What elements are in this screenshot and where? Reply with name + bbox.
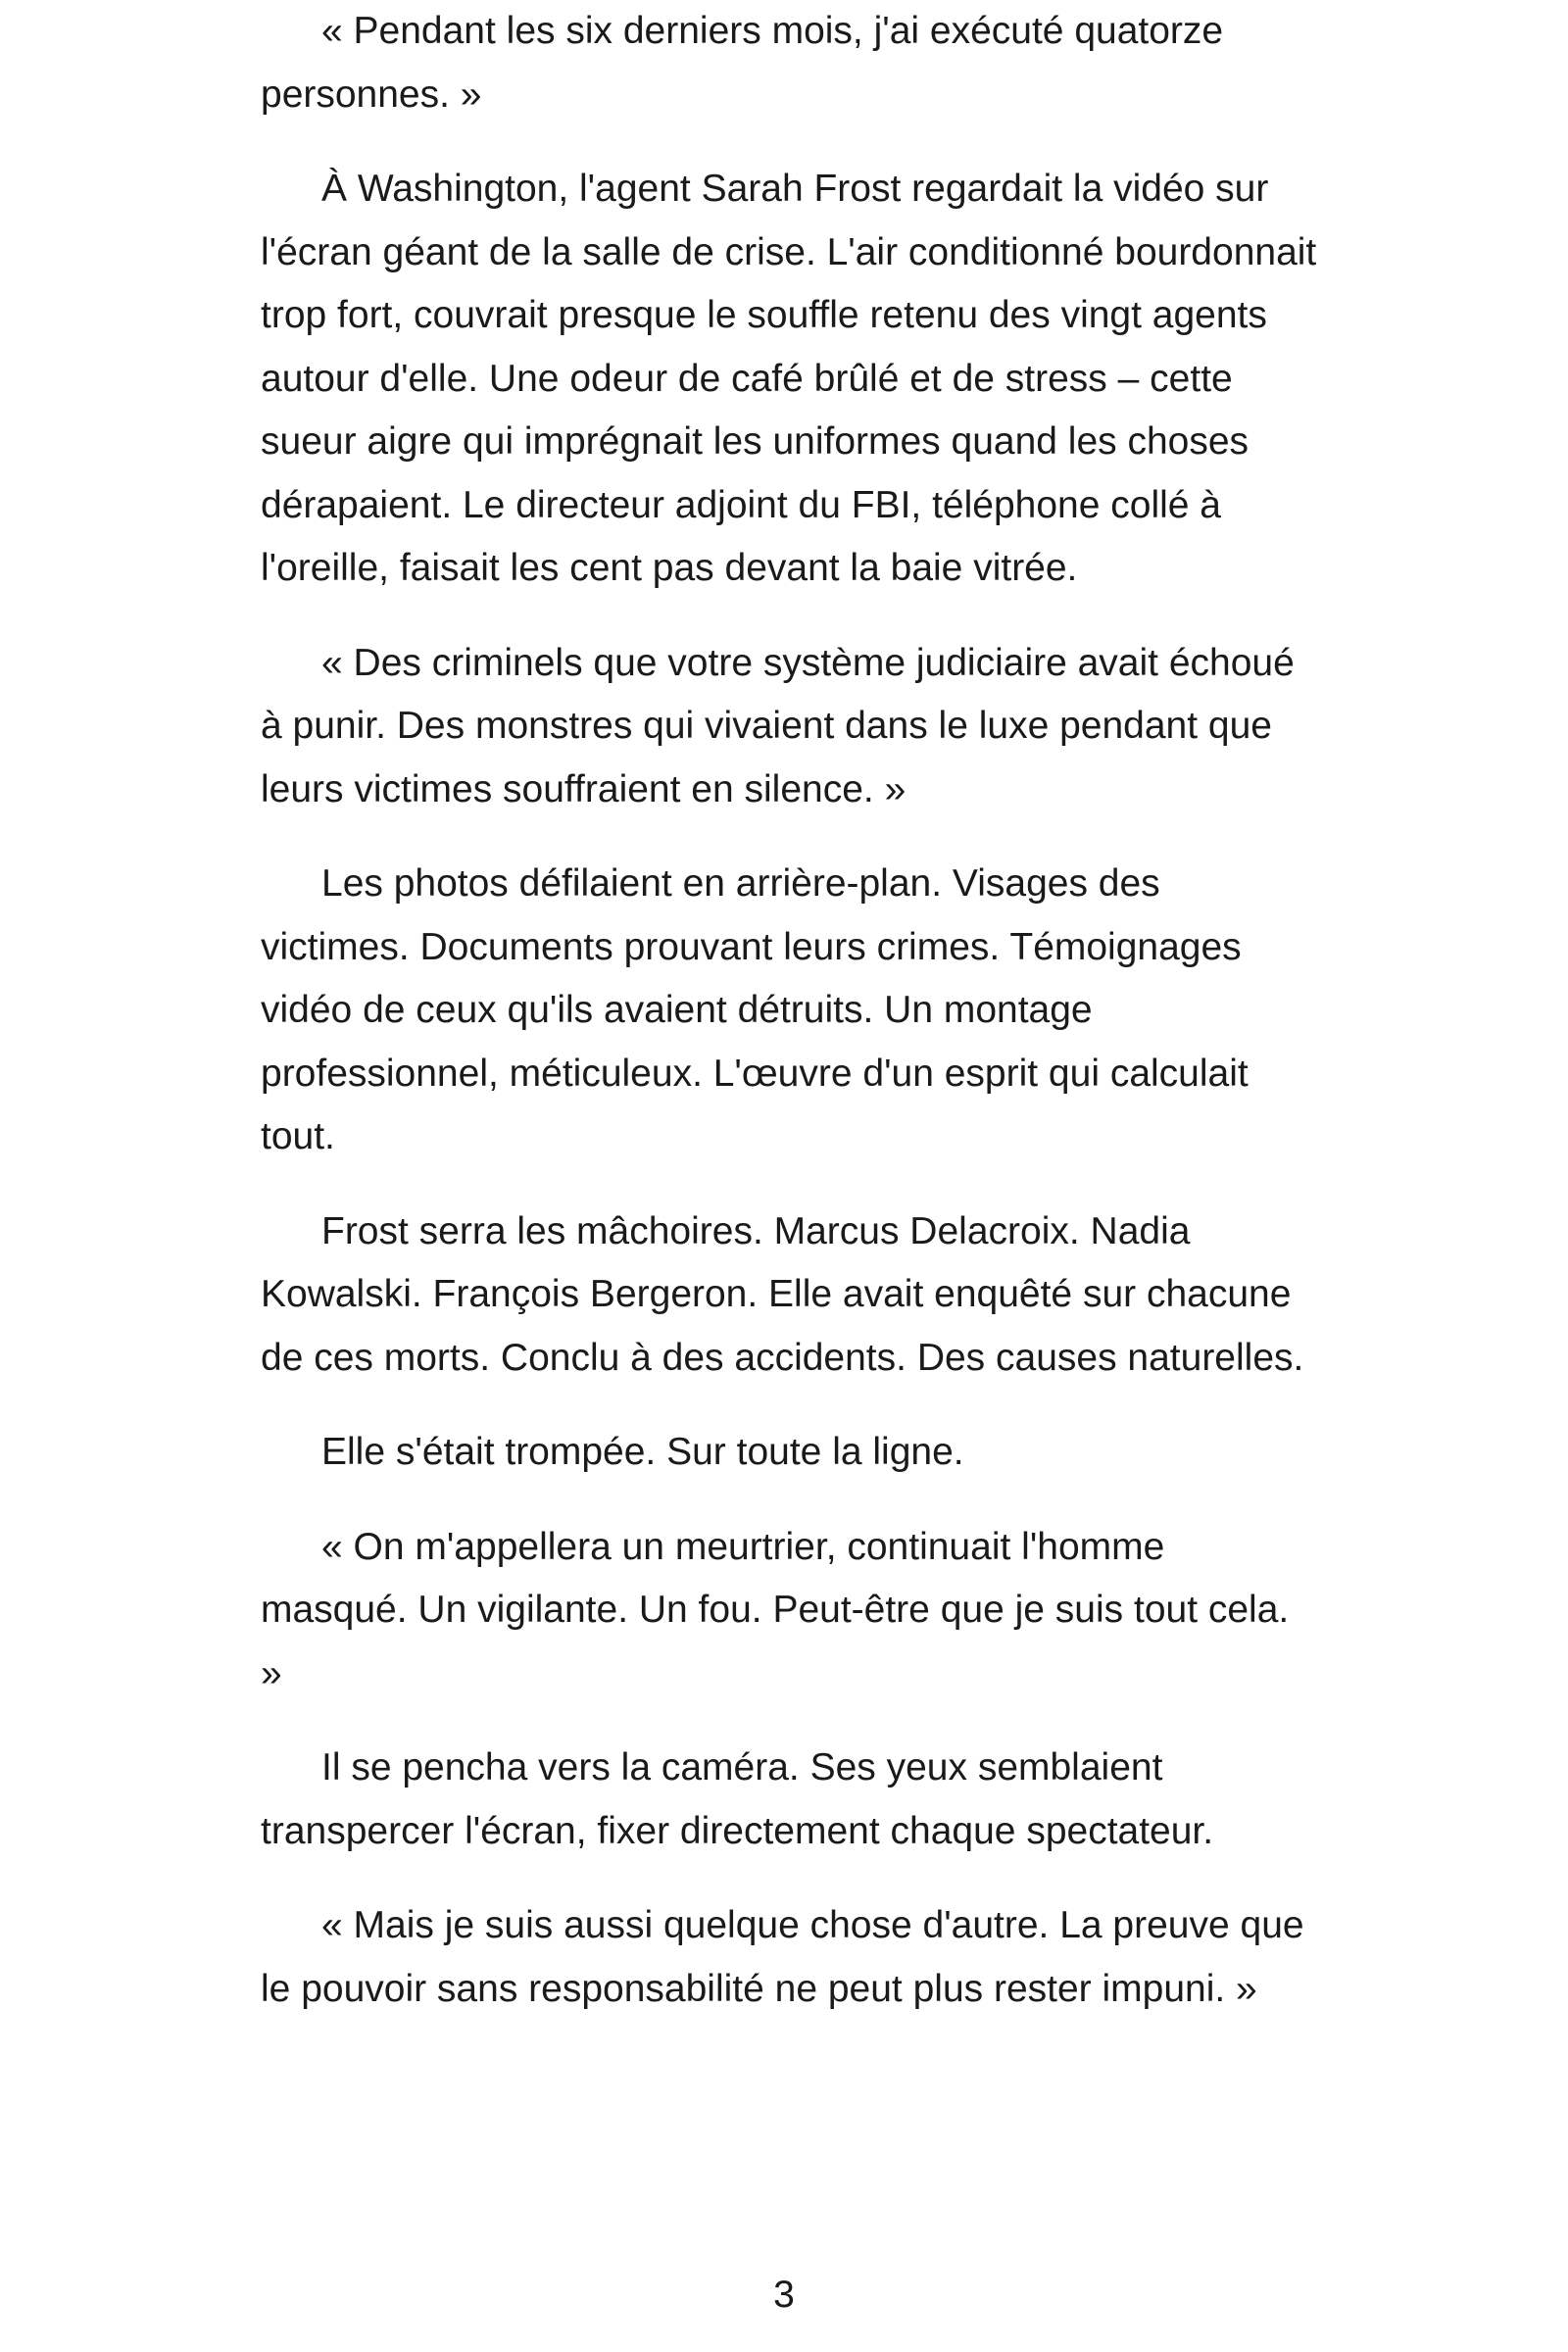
paragraph: « On m'appellera un meurtrier, continuait l'homme masqué. Un vigilante. Un fou. Peut-être que je suis tout cela. » xyxy=(261,1525,1290,1694)
body-text xyxy=(261,0,1319,2052)
page-number: 3 xyxy=(773,2274,795,2316)
paragraph: À Washington, l'agent Sarah Frost regardait la vidéo sur l'écran géant de la salle de crise. L'air conditionné bourdonnait trop fort, couvrait presque le souffle retenu des vingt agents autour d'elle. Une odeur de café brûlé et de stress – cette sueur aigre qui imprégnait les uniformes quand les choses dérapaient. Le directeur adjoint du FBI, téléphone collé à l'oreille, faisait les cent pas devant la baie vitrée. xyxy=(261,168,1317,589)
paragraph: Il se pencha vers la caméra. Ses yeux semblaient transpercer l'écran, fixer directement chaque spectateur. xyxy=(261,1746,1214,1852)
paragraph: Elle s'était trompée. Sur toute la ligne. xyxy=(321,1431,964,1473)
paragraph: Les photos défilaient en arrière-plan. Visages des victimes. Documents prouvant leurs crimes. Témoignages vidéo de ceux qu'ils avaient détruits. Un montage professionnel, méticuleux. L'œuvre d'un esprit qui calculait tout. xyxy=(261,862,1249,1157)
paragraph: « Pendant les six derniers mois, j'ai exécuté quatorze personnes. » xyxy=(261,10,1224,116)
paragraph: Frost serra les mâchoires. Marcus Delacroix. Nadia Kowalski. François Bergeron. Elle avait enquêté sur chacune de ces morts. Conclu à des accidents. Des causes naturelles. xyxy=(261,1209,1304,1379)
paragraph: « Mais je suis aussi quelque chose d'autre. La preuve que le pouvoir sans responsabilité ne peut plus rester impuni. » xyxy=(261,1904,1304,2010)
paragraph: « Des criminels que votre système judiciaire avait échoué à punir. Des monstres qui vivaient dans le luxe pendant que leurs victimes souffraient en silence. » xyxy=(261,641,1295,810)
